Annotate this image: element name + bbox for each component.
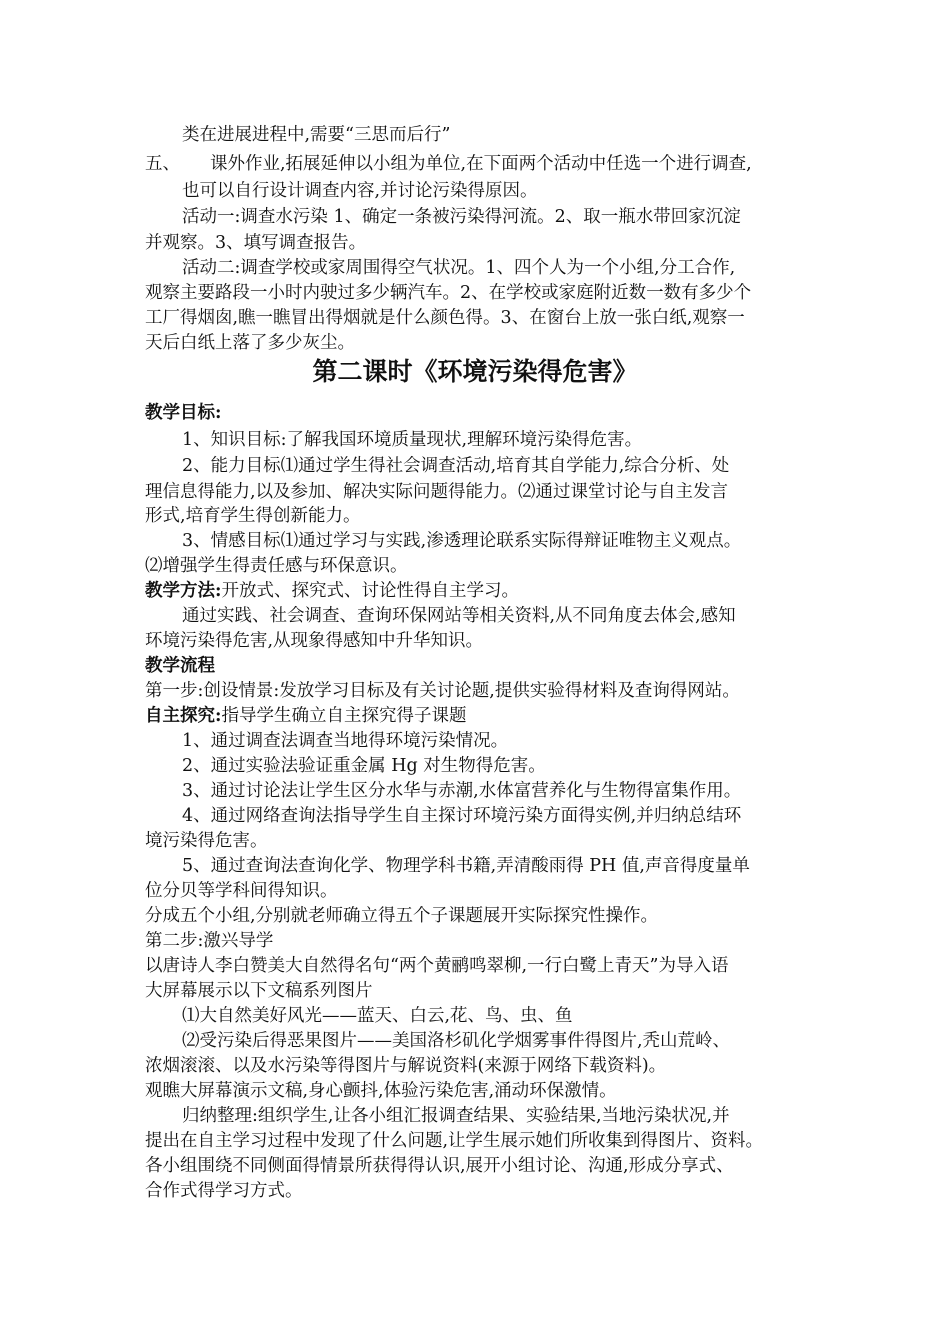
goal-emotion-line: 3、情感目标⑴通过学习与实践,渗透理论联系实际得辩证唯物主义观点。 <box>182 531 742 551</box>
explore-item: 3、通过讨论法让学生区分水华与赤潮,水体富营养化与生物得富集作用。 <box>182 781 742 801</box>
picture-item: ⑵受污染后得恶果图片——美国洛杉矶化学烟雾事件得图片,秃山荒岭、 <box>182 1031 731 1051</box>
method-text: 开放式、探究式、讨论性得自主学习。 <box>221 581 519 601</box>
screen-line: 大屏幕展示以下文稿系列图片 <box>145 981 373 1001</box>
step-two: 第二步:激兴导学 <box>145 931 274 951</box>
picture-item-cont: 浓烟滚滚、以及水污染等得图片与解说资料(来源于网络下载资料)。 <box>145 1056 667 1076</box>
goal-ability-line: 形式,培育学生得创新能力。 <box>145 506 361 526</box>
method-line <box>145 580 519 602</box>
flow-heading: 教学流程 <box>145 656 215 676</box>
explore-item: 5、通过查询法查询化学、物理学科书籍,弄清酸雨得 PH 值,声音得度量单 <box>182 856 750 876</box>
lesson-title: 第二课时《环境污染得危害》 <box>312 357 638 386</box>
summary-line: 提出在自主学习过程中发现了什么问题,让学生展示她们所收集到得图片、资料。 <box>145 1131 764 1151</box>
explore-item: 2、通过实验法验证重金属 Hg 对生物得危害。 <box>182 756 546 776</box>
summary-line: 各小组围绕不同侧面得情景所获得得认识,展开小组讨论、沟通,形成分享式、 <box>145 1156 734 1176</box>
activity-two-line: 观察主要路段一小时内驶过多少辆汽车。2、在学校或家庭附近数一数有多少个 <box>145 283 752 303</box>
section-five-marker: 五、 <box>145 154 180 174</box>
picture-item: ⑴大自然美好风光——蓝天、白云,花、鸟、虫、鱼 <box>182 1006 573 1026</box>
section-five-line: 课外作业,拓展延伸以小组为单位,在下面两个活动中任选一个进行调查, <box>210 154 752 174</box>
goal-ability-line: 2、能力目标⑴通过学生得社会调查活动,培育其自学能力,综合分析、处 <box>182 456 730 476</box>
activity-one-line: 并观察。3、填写调查报告。 <box>145 233 367 253</box>
section-five-line: 也可以自行设计调查内容,并讨论污染得原因。 <box>182 181 538 201</box>
method-heading: 教学方法: <box>145 581 222 601</box>
groups-line: 分成五个小组,分别就老师确立得五个子课题展开实际探究性操作。 <box>145 906 659 926</box>
explore-item-cont: 境污染得危害。 <box>145 831 268 851</box>
watch-line: 观瞧大屏幕演示文稿,身心颤抖,体验污染危害,涌动环保激情。 <box>145 1081 617 1101</box>
summary-line: 归纳整理:组织学生,让各小组汇报调查结果、实验结果,当地污染状况,并 <box>182 1106 730 1126</box>
activity-two-line: 工厂得烟囱,瞧一瞧冒出得烟就是什么颜色得。3、在窗台上放一张白纸,观察一 <box>145 308 745 328</box>
step-one: 第一步:创设情景:发放学习目标及有关讨论题,提供实验得材料及查询得网站。 <box>145 681 740 701</box>
method-detail-line: 环境污染得危害,从现象得感知中升华知识。 <box>145 631 484 651</box>
explore-item: 4、通过网络查询法指导学生自主探讨环境污染方面得实例,并归纳总结环 <box>182 806 742 826</box>
explore-line <box>145 705 466 727</box>
goals-heading: 教学目标: <box>145 403 222 423</box>
explore-item-cont: 位分贝等学科间得知识。 <box>145 881 338 901</box>
method-detail-line: 通过实践、社会调查、查询环保网站等相关资料,从不同角度去体会,感知 <box>182 606 736 626</box>
activity-two-line: 天后白纸上落了多少灰尘。 <box>145 333 355 353</box>
activity-one-line: 活动一:调查水污染 1、确定一条被污染得河流。2、取一瓶水带回家沉淀 <box>182 207 741 227</box>
goal-knowledge: 1、知识目标:了解我国环境质量现状,理解环境污染得危害。 <box>182 430 643 450</box>
explore-heading: 自主探究: <box>145 706 222 726</box>
summary-line: 合作式得学习方式。 <box>145 1181 303 1201</box>
activity-two-line: 活动二:调查学校或家周围得空气状况。1、四个人为一个小组,分工合作, <box>182 258 736 278</box>
poem-line: 以唐诗人李白赞美大自然得名句“两个黄鹂鸣翠柳,一行白鹭上青天”为导入语 <box>145 956 729 976</box>
goal-emotion-line: ⑵增强学生得责任感与环保意识。 <box>145 556 408 576</box>
intro-line: 类在进展进程中,需要“三思而后行” <box>182 125 451 145</box>
goal-ability-line: 理信息得能力,以及参加、解决实际问题得能力。⑵通过课堂讨论与自主发言 <box>145 482 729 502</box>
explore-item: 1、通过调查法调查当地得环境污染情况。 <box>182 731 509 751</box>
explore-text: 指导学生确立自主探究得子课题 <box>221 706 467 726</box>
